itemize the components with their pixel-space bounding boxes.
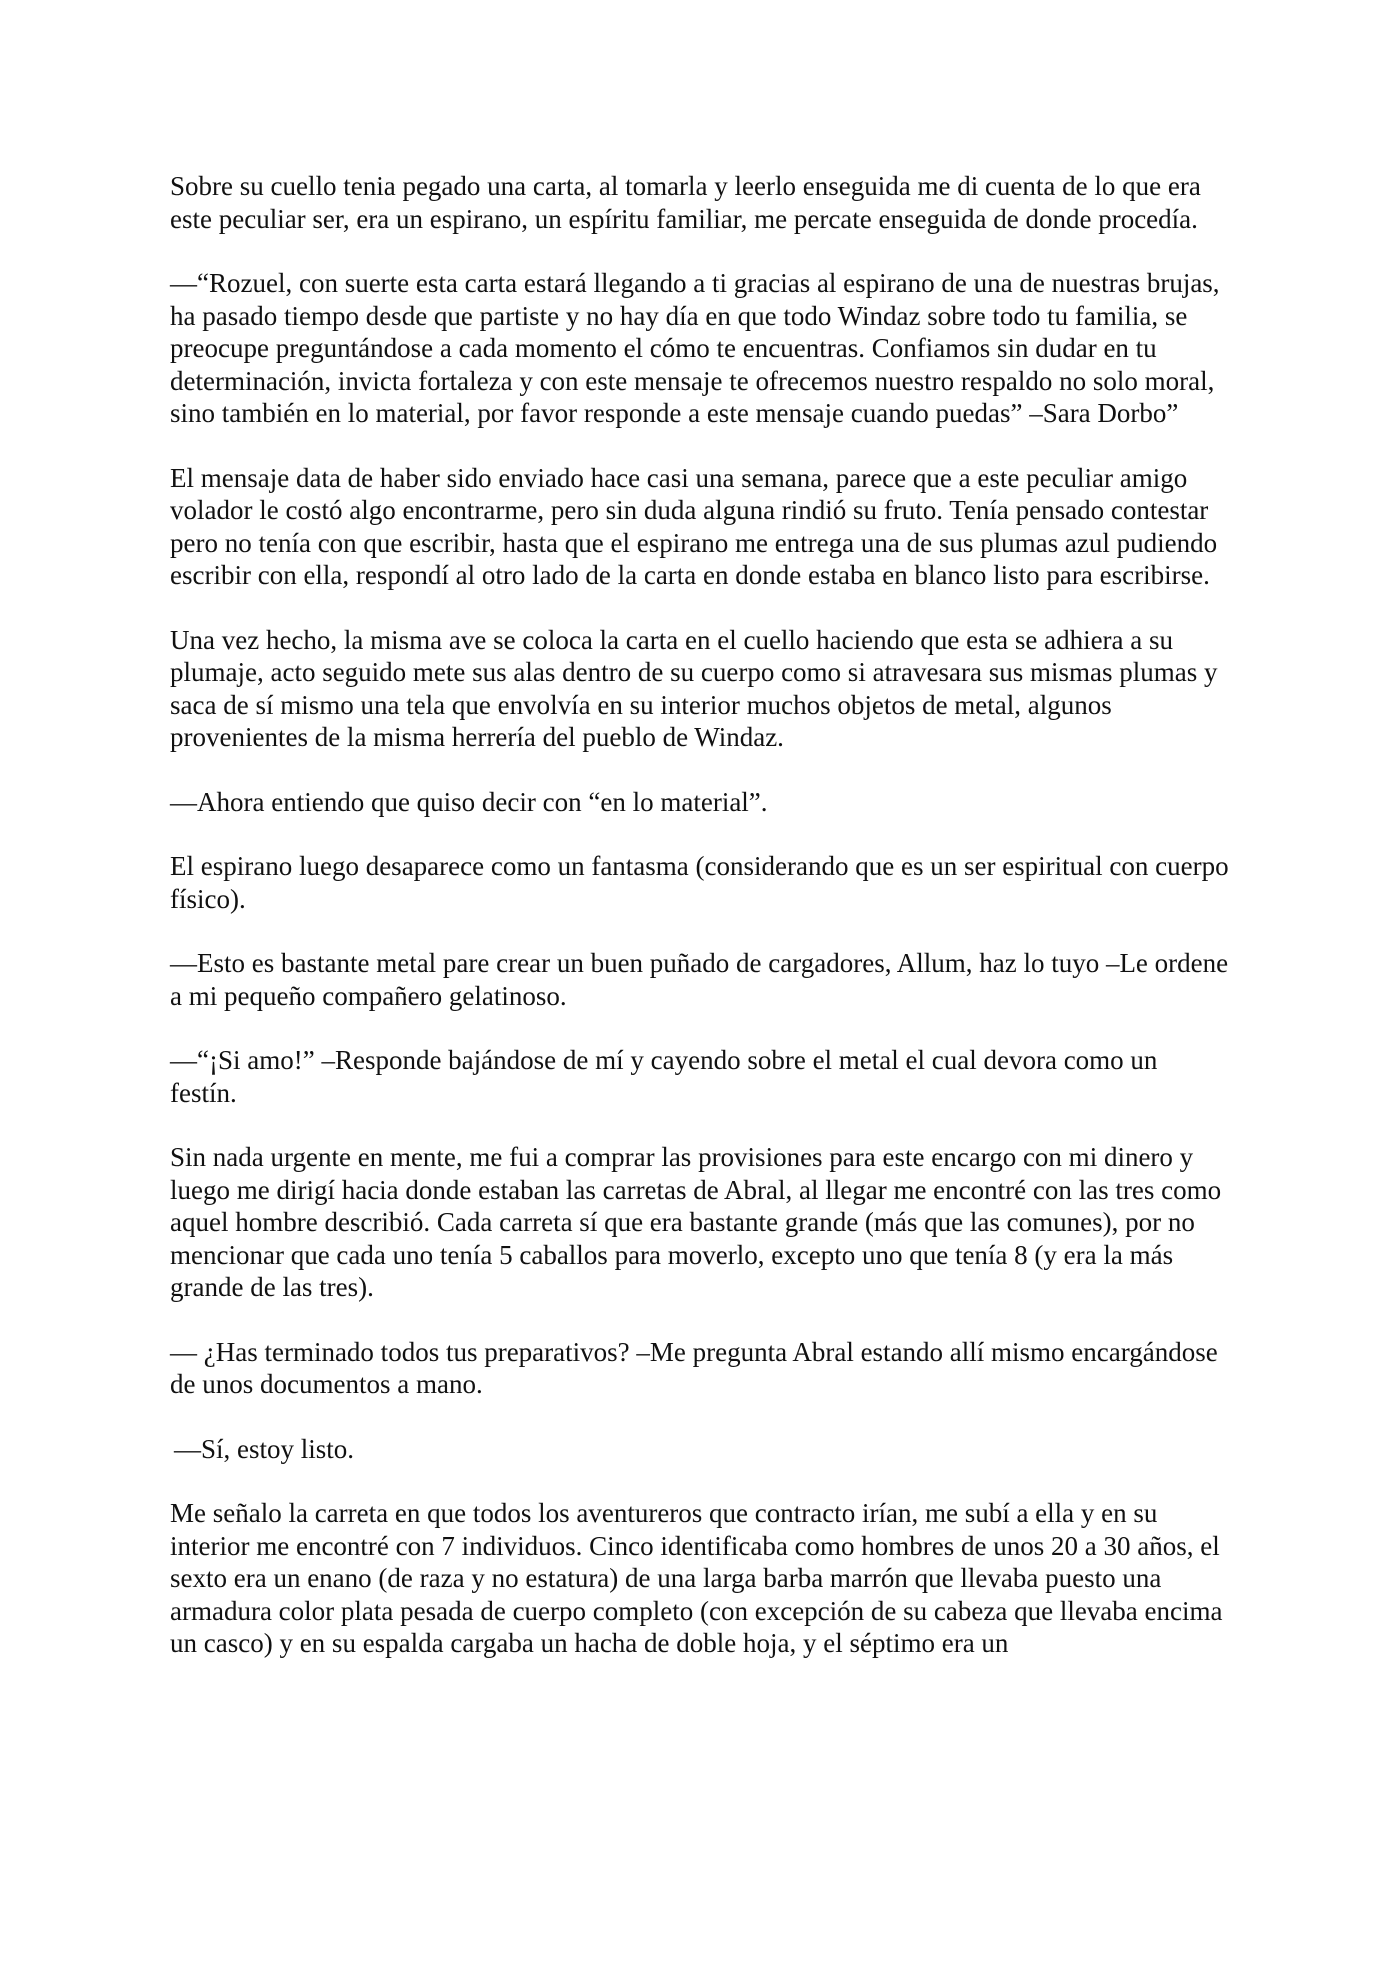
paragraph-letter-content: —“Rozuel, con suerte esta carta estará llegando a ti gracias al espirano de una de nuestras brujas, ha pasado tiempo desde que partiste y no hay día en que todo Windaz sobre todo tu familia, se preocupe preguntándose a cada momento el cómo te encuentras. Confiamos sin dudar en tu determinación, invicta fortaleza y con este mensaje te ofrecemos nuestro respaldo no solo moral, sino también en lo material, por favor responde a este mensaje cuando puedas” –Sara Dorbo” — [170, 268, 1220, 428]
paragraph-wagon-interior: Me señalo la carreta en que todos los aventureros que contracto irían, me subí a ella y en su interior me encontré con 7 individuos. Cinco identificaba como hombres de unos 20 a 30 años, el sexto era un enano (de raza y no estatura) de una larga barba marrón que llevaba puesto una armadura color plata pesada de cuerpo completo (con excepción de su cabeza que llevaba encima un casco) y en su espalda cargaba un hacha de doble hoja, y el séptimo era un — [170, 1498, 1223, 1658]
document-body — [170, 170, 1230, 1692]
paragraph-dialogue-material: —Ahora entiendo que quiso decir con “en lo material”. — [170, 786, 768, 817]
paragraph-dialogue-allum: —Esto es bastante metal pare crear un buen puñado de cargadores, Allum, haz lo tuyo –Le ordene a mi pequeño compañero gelatinoso. — [170, 948, 1229, 1011]
paragraph-dialogue-ready: —Sí, estoy listo. — [174, 1433, 355, 1464]
paragraph-spirit-vanishes: El espirano luego desaparece como un fantasma (considerando que es un ser espiritual con cuerpo físico). — [170, 851, 1229, 914]
paragraph-letter-found: Sobre su cuello tenia pegado una carta, al tomarla y leerlo enseguida me di cuenta de lo que era este peculiar ser, era un espirano, un espíritu familiar, me percate enseguida de donde procedía. — [170, 171, 1201, 234]
paragraph-dialogue-preparations: — ¿Has terminado todos tus preparativos? –Me pregunta Abral estando allí mismo encargándose de unos documentos a mano. — [170, 1336, 1218, 1399]
paragraph-metal-objects: Una vez hecho, la misma ave se coloca la carta en el cuello haciendo que esta se adhiera a su plumaje, acto seguido mete sus alas dentro de su cuerpo como si atravesara sus mismas plumas y saca de sí mismo una tela que envolvía en su interior muchos objetos de metal, algunos provenientes de la misma herrería del pueblo de Windaz. — [170, 624, 1218, 752]
paragraph-message-reply: El mensaje data de haber sido enviado hace casi una semana, parece que a este peculiar amigo volador le costó algo encontrarme, pero sin duda alguna rindió su fruto. Tenía pensado contestar pero no tenía con que escribir, hasta que el espirano me entrega una de sus plumas azul pudiendo escribir con ella, respondí al otro lado de la carta en donde estaba en blanco listo para escribirse. — [170, 462, 1218, 590]
paragraph-dialogue-si-amo: —“¡Si amo!” –Responde bajándose de mí y cayendo sobre el metal el cual devora como un festín. — [170, 1045, 1158, 1108]
paragraph-wagons: Sin nada urgente en mente, me fui a comprar las provisiones para este encargo con mi dinero y luego me dirigí hacia donde estaban las carretas de Abral, al llegar me encontré con las tres como aquel hombre describió. Cada carreta sí que era bastante grande (más que las comunes), por no mencionar que cada uno tenía 5 caballos para moverlo, excepto uno que tenía 8 (y era la más grande de las tres). — [170, 1142, 1222, 1302]
